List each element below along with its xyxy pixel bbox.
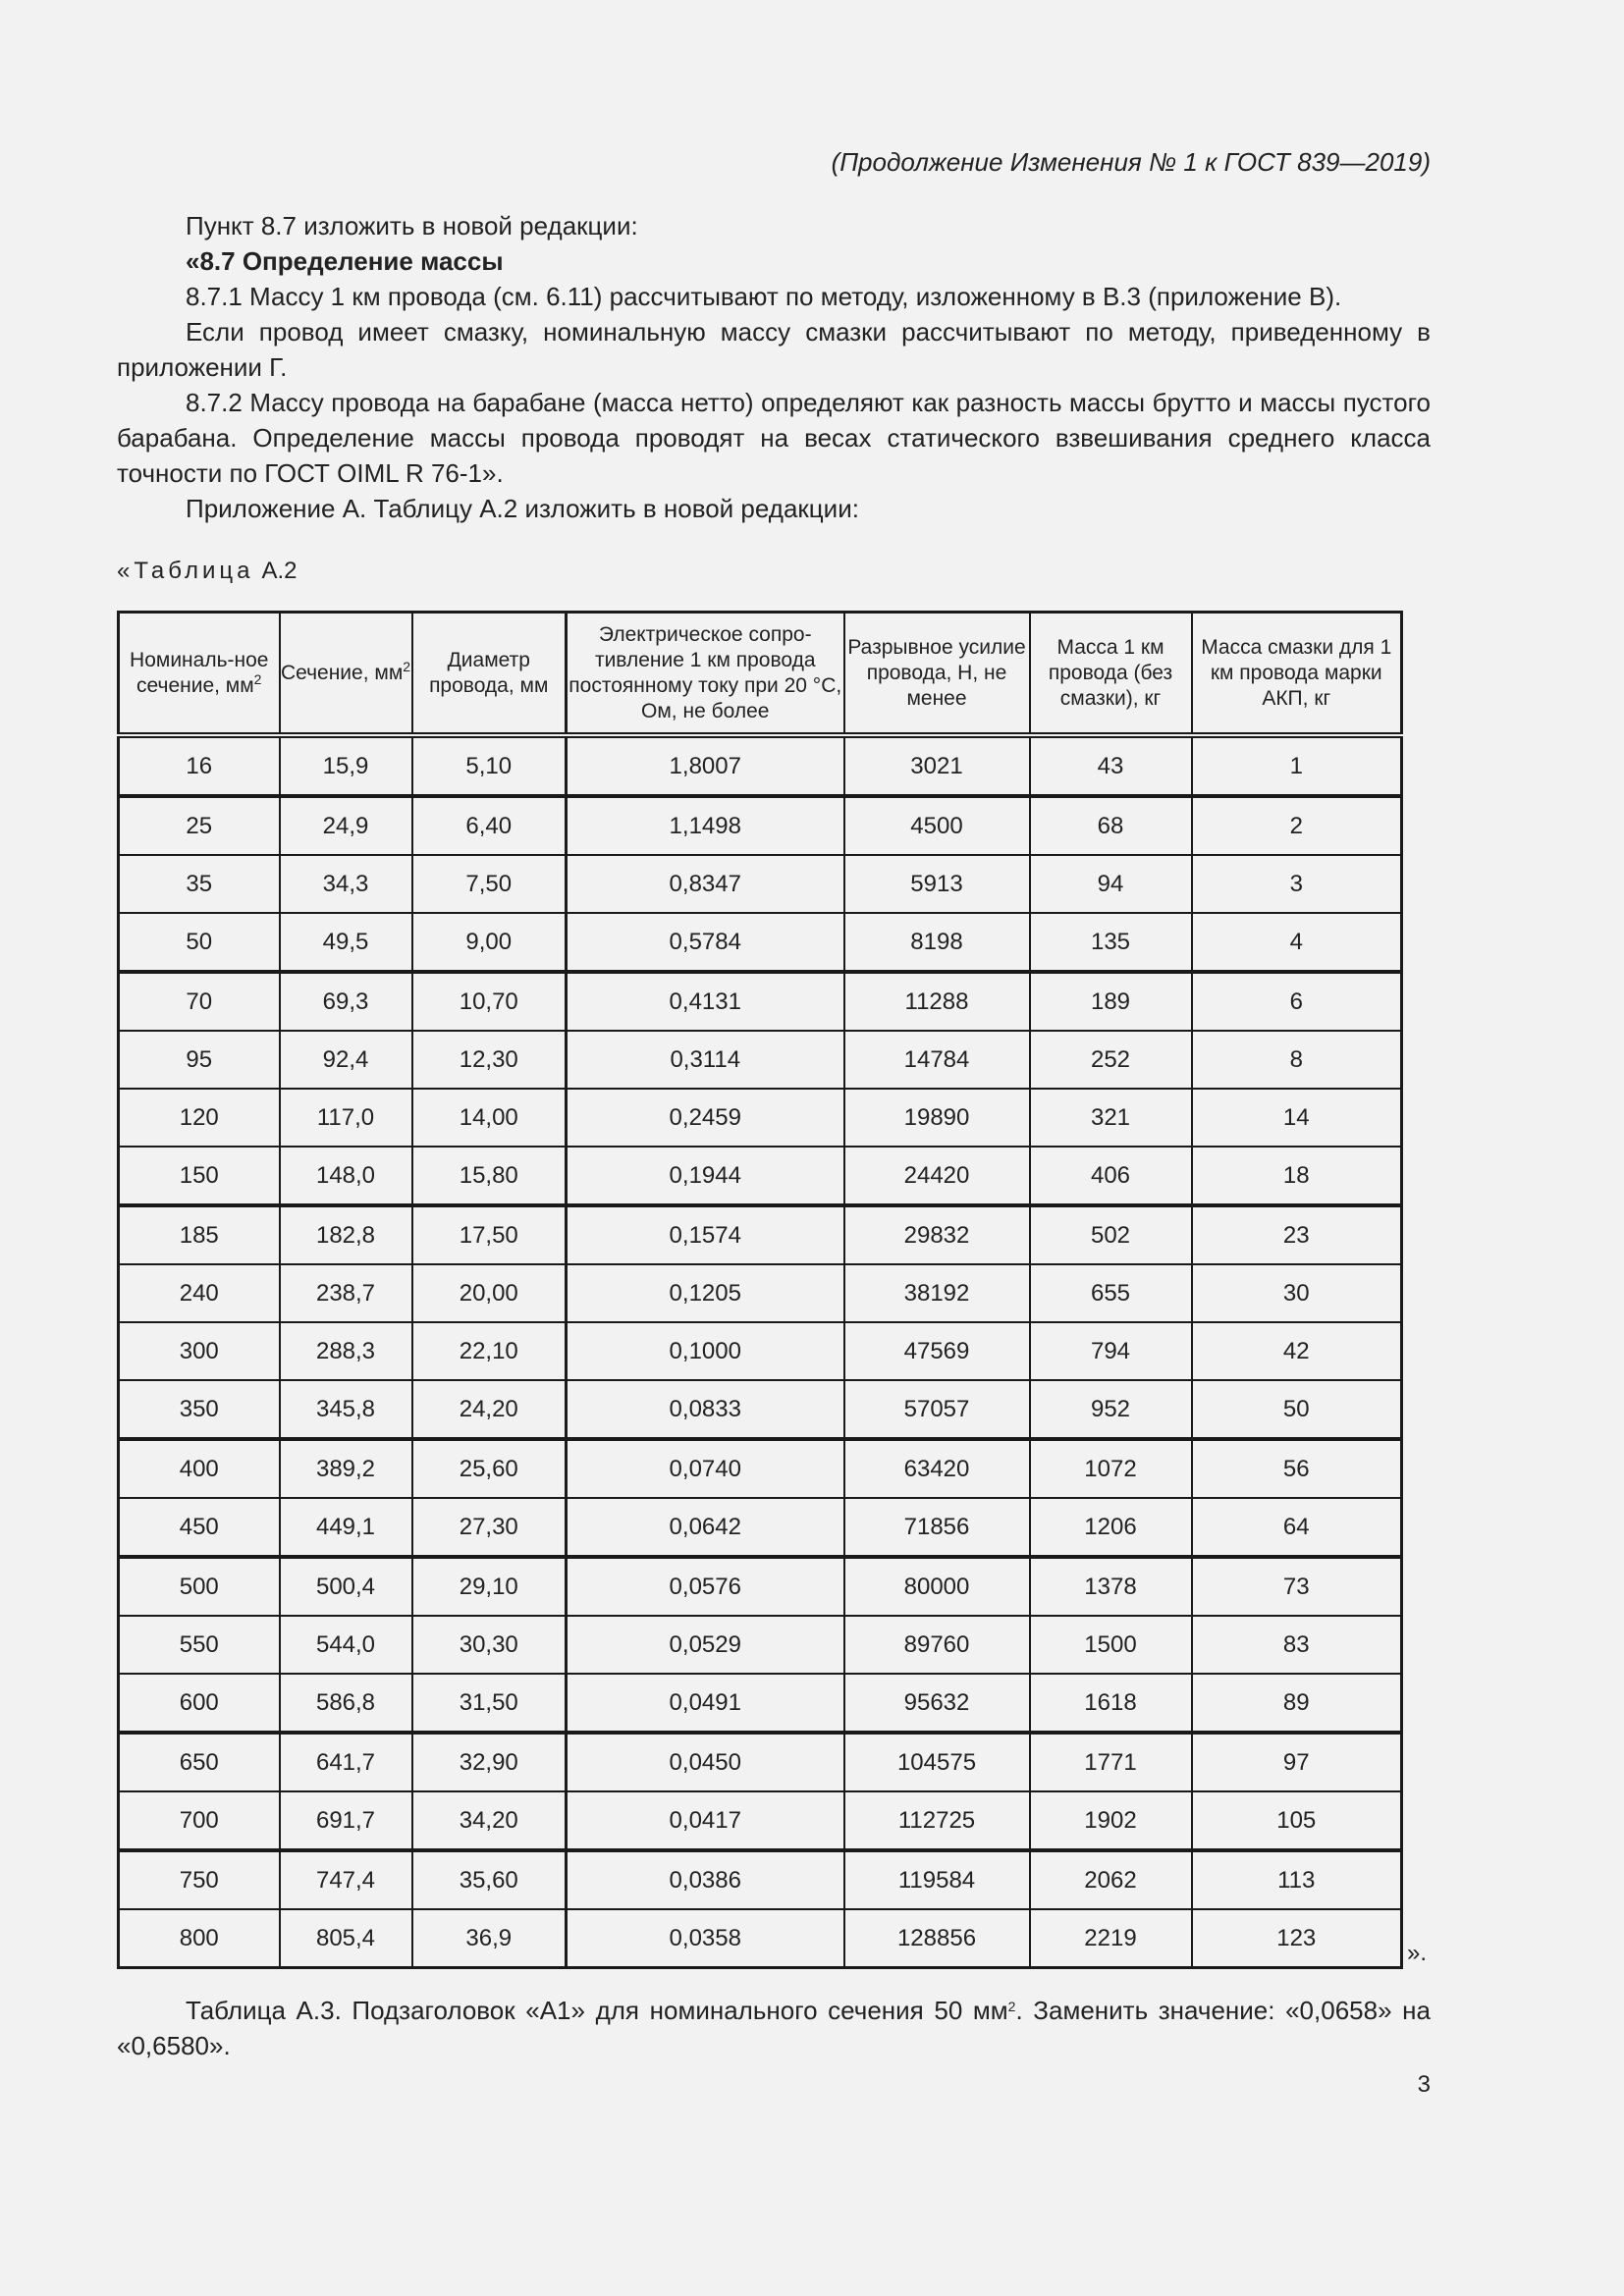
cell-section: 288,3 [280,1322,412,1380]
cell-nominal-section: 16 [119,735,280,796]
header-breaking-force: Разрывное усилие провода, Н, не менее [844,613,1030,736]
table-row [119,1439,1402,1498]
cell-lubricant-mass: 50 [1192,1380,1402,1439]
cell-diameter: 35,60 [412,1850,567,1909]
cell-lubricant-mass: 89 [1192,1674,1402,1733]
cell-section: 586,8 [280,1674,412,1733]
cell-mass: 94 [1030,855,1192,913]
cell-diameter: 6,40 [412,796,567,855]
cell-section: 641,7 [280,1733,412,1791]
cell-resistance: 0,0576 [567,1557,844,1616]
cell-diameter: 27,30 [412,1498,567,1557]
cell-nominal-section: 350 [119,1380,280,1439]
cell-resistance: 0,5784 [567,913,844,972]
table-row [119,735,1402,796]
cell-section: 691,7 [280,1791,412,1850]
paragraph-8-7-2: 8.7.2 Массу провода на барабане (масса нетто) определяют как разность массы брутто и массы пустого барабана. Определение массы провода проводят на весах статического взвешивания среднего класса точности по ГОСТ OIML R 76-1». [117,388,1431,488]
cell-resistance: 0,1205 [567,1264,844,1322]
cell-mass: 502 [1030,1205,1192,1264]
cell-diameter: 34,20 [412,1791,567,1850]
cell-diameter: 36,9 [412,1909,567,1968]
cell-lubricant-mass: 23 [1192,1205,1402,1264]
header-lubricant-mass: Масса смазки для 1 км провода марки АКП, кг [1192,613,1402,736]
cell-lubricant-mass: 73 [1192,1557,1402,1616]
table-caption-number: А.2 [261,558,298,584]
cell-lubricant-mass: 2 [1192,796,1402,855]
cell-diameter: 7,50 [412,855,567,913]
cell-mass: 952 [1030,1380,1192,1439]
cell-resistance: 0,0740 [567,1439,844,1498]
table-row [119,1909,1402,1968]
cell-section: 389,2 [280,1439,412,1498]
cell-breaking-force: 29832 [844,1205,1030,1264]
cell-nominal-section: 95 [119,1031,280,1089]
section-heading-8-7: «8.7 Определение массы [186,246,504,276]
cell-resistance: 1,8007 [567,735,844,796]
cell-diameter: 22,10 [412,1322,567,1380]
cell-diameter: 5,10 [412,735,567,796]
paragraph-appendix-a: Приложение А. Таблицу А.2 изложить в новой редакции: [186,494,859,523]
continuation-header: (Продолжение Изменения № 1 к ГОСТ 839—2019) [831,147,1431,177]
cell-resistance: 0,0450 [567,1733,844,1791]
cell-breaking-force: 95632 [844,1674,1030,1733]
cell-lubricant-mass: 113 [1192,1850,1402,1909]
cell-nominal-section: 400 [119,1439,280,1498]
table-row [119,1850,1402,1909]
cell-diameter: 20,00 [412,1264,567,1322]
table-row [119,913,1402,972]
cell-lubricant-mass: 18 [1192,1147,1402,1205]
cell-breaking-force: 80000 [844,1557,1030,1616]
table-row [119,1147,1402,1205]
table-row [119,1380,1402,1439]
cell-diameter: 14,00 [412,1089,567,1147]
cell-resistance: 0,1000 [567,1322,844,1380]
cell-diameter: 10,70 [412,972,567,1031]
cell-nominal-section: 750 [119,1850,280,1909]
cell-nominal-section: 500 [119,1557,280,1616]
cell-lubricant-mass: 30 [1192,1264,1402,1322]
cell-mass: 1771 [1030,1733,1192,1791]
cell-nominal-section: 240 [119,1264,280,1322]
cell-section: 500,4 [280,1557,412,1616]
cell-breaking-force: 112725 [844,1791,1030,1850]
cell-resistance: 0,0642 [567,1498,844,1557]
cell-mass: 252 [1030,1031,1192,1089]
cell-section: 148,0 [280,1147,412,1205]
cell-mass: 1378 [1030,1557,1192,1616]
cell-mass: 1618 [1030,1674,1192,1733]
cell-breaking-force: 24420 [844,1147,1030,1205]
cell-nominal-section: 185 [119,1205,280,1264]
cell-resistance: 0,0386 [567,1850,844,1909]
cell-resistance: 0,0529 [567,1616,844,1674]
cell-nominal-section: 35 [119,855,280,913]
table-a3-correction: Таблица А.3. Подзаголовок «А1» для номинального сечения 50 $мм^2$. Заменить значение: «0,0658» на «0,6580». [117,1996,1431,2060]
cell-lubricant-mass: 42 [1192,1322,1402,1380]
cell-resistance: 0,8347 [567,855,844,913]
cell-lubricant-mass: 3 [1192,855,1402,913]
table-row [119,1205,1402,1264]
wire-properties-table [117,611,1403,1969]
cell-lubricant-mass: 83 [1192,1616,1402,1674]
cell-resistance: 0,1944 [567,1147,844,1205]
cell-diameter: 12,30 [412,1031,567,1089]
cell-section: 182,8 [280,1205,412,1264]
cell-nominal-section: 450 [119,1498,280,1557]
cell-lubricant-mass: 6 [1192,972,1402,1031]
cell-nominal-section: 300 [119,1322,280,1380]
table-row [119,1322,1402,1380]
table-row [119,1498,1402,1557]
cell-nominal-section: 800 [119,1909,280,1968]
cell-resistance: 0,0417 [567,1791,844,1850]
cell-nominal-section: 600 [119,1674,280,1733]
cell-section: 15,9 [280,735,412,796]
cell-nominal-section: 550 [119,1616,280,1674]
cell-section: 69,3 [280,972,412,1031]
table-row [119,1557,1402,1616]
cell-diameter: 32,90 [412,1733,567,1791]
table-caption [117,558,297,585]
table-closing-quote: ». [1407,1940,1428,1966]
cell-mass: 321 [1030,1089,1192,1147]
cell-section: 747,4 [280,1850,412,1909]
cell-breaking-force: 119584 [844,1850,1030,1909]
cell-diameter: 31,50 [412,1674,567,1733]
cell-lubricant-mass: 8 [1192,1031,1402,1089]
cell-breaking-force: 8198 [844,913,1030,972]
cell-lubricant-mass: 1 [1192,735,1402,796]
table-header-row [119,613,1402,736]
cell-breaking-force: 11288 [844,972,1030,1031]
cell-lubricant-mass: 97 [1192,1733,1402,1791]
cell-mass: 655 [1030,1264,1192,1322]
table-row [119,796,1402,855]
paragraph-instruction-8-7: Пункт 8.7 изложить в новой редакции: [186,211,638,240]
table-row [119,855,1402,913]
table-row [119,1264,1402,1322]
cell-mass: 1206 [1030,1498,1192,1557]
cell-breaking-force: 4500 [844,796,1030,855]
cell-section: 92,4 [280,1031,412,1089]
cell-mass: 135 [1030,913,1192,972]
cell-resistance: 0,0491 [567,1674,844,1733]
cell-breaking-force: 57057 [844,1380,1030,1439]
cell-breaking-force: 128856 [844,1909,1030,1968]
cell-lubricant-mass: 123 [1192,1909,1402,1968]
table-row [119,1089,1402,1147]
cell-breaking-force: 14784 [844,1031,1030,1089]
cell-diameter: 24,20 [412,1380,567,1439]
cell-nominal-section: 70 [119,972,280,1031]
cell-mass: 1500 [1030,1616,1192,1674]
header-diameter: Диаметр провода, мм [412,613,567,736]
table-caption-prefix: «Таблица [117,558,254,584]
cell-lubricant-mass: 56 [1192,1439,1402,1498]
header-resistance: Электрическое сопро-тивление 1 км провода постоянному току при 20 °С, Ом, не более [567,613,844,736]
cell-resistance: 0,2459 [567,1089,844,1147]
table-row [119,1791,1402,1850]
cell-diameter: 29,10 [412,1557,567,1616]
cell-diameter: 30,30 [412,1616,567,1674]
cell-mass: 406 [1030,1147,1192,1205]
cell-section: 805,4 [280,1909,412,1968]
cell-breaking-force: 19890 [844,1089,1030,1147]
cell-resistance: 1,1498 [567,796,844,855]
cell-diameter: 9,00 [412,913,567,972]
cell-breaking-force: 5913 [844,855,1030,913]
cell-section: 449,1 [280,1498,412,1557]
cell-lubricant-mass: 4 [1192,913,1402,972]
cell-mass: 43 [1030,735,1192,796]
cell-breaking-force: 63420 [844,1439,1030,1498]
cell-section: 544,0 [280,1616,412,1674]
cell-diameter: 25,60 [412,1439,567,1498]
cell-nominal-section: 700 [119,1791,280,1850]
cell-mass: 1902 [1030,1791,1192,1850]
header-mass: Масса 1 км провода (без смазки), кг [1030,613,1192,736]
paragraph-lubricant: Если провод имеет смазку, номинальную массу смазки рассчитывают по методу, приведенному в приложении Г. [117,317,1431,382]
cell-breaking-force: 89760 [844,1616,1030,1674]
cell-breaking-force: 104575 [844,1733,1030,1791]
cell-resistance: 0,1574 [567,1205,844,1264]
cell-nominal-section: 120 [119,1089,280,1147]
amendment-body [117,208,1431,526]
cell-nominal-section: 150 [119,1147,280,1205]
cell-nominal-section: 25 [119,796,280,855]
cell-resistance: 0,3114 [567,1031,844,1089]
cell-resistance: 0,4131 [567,972,844,1031]
cell-mass: 1072 [1030,1439,1192,1498]
cell-lubricant-mass: 105 [1192,1791,1402,1850]
table-row [119,1616,1402,1674]
header-nominal-section: Номиналь-ное сечение, $мм^2$ [119,613,280,736]
cell-breaking-force: 71856 [844,1498,1030,1557]
cell-lubricant-mass: 14 [1192,1089,1402,1147]
cell-section: 238,7 [280,1264,412,1322]
cell-mass: 794 [1030,1322,1192,1380]
cell-breaking-force: 38192 [844,1264,1030,1322]
table-row [119,1674,1402,1733]
table-row [119,1733,1402,1791]
cell-nominal-section: 50 [119,913,280,972]
cell-mass: 2062 [1030,1850,1192,1909]
table-row [119,972,1402,1031]
cell-resistance: 0,0833 [567,1380,844,1439]
cell-section: 345,8 [280,1380,412,1439]
cell-lubricant-mass: 64 [1192,1498,1402,1557]
cell-section: 49,5 [280,913,412,972]
cell-diameter: 17,50 [412,1205,567,1264]
cell-mass: 68 [1030,796,1192,855]
cell-nominal-section: 650 [119,1733,280,1791]
cell-section: 34,3 [280,855,412,913]
header-section: Сечение, $мм^2$ [280,613,412,736]
cell-mass: 189 [1030,972,1192,1031]
cell-breaking-force: 47569 [844,1322,1030,1380]
cell-section: 24,9 [280,796,412,855]
table-row [119,1031,1402,1089]
cell-breaking-force: 3021 [844,735,1030,796]
cell-section: 117,0 [280,1089,412,1147]
cell-resistance: 0,0358 [567,1909,844,1968]
cell-mass: 2219 [1030,1909,1192,1968]
cell-diameter: 15,80 [412,1147,567,1205]
paragraph-8-7-1: 8.7.1 Массу 1 км провода (см. 6.11) рассчитывают по методу, изложенному в В.3 (приложение В). [186,282,1342,311]
page-number: 3 [1417,2071,1431,2098]
